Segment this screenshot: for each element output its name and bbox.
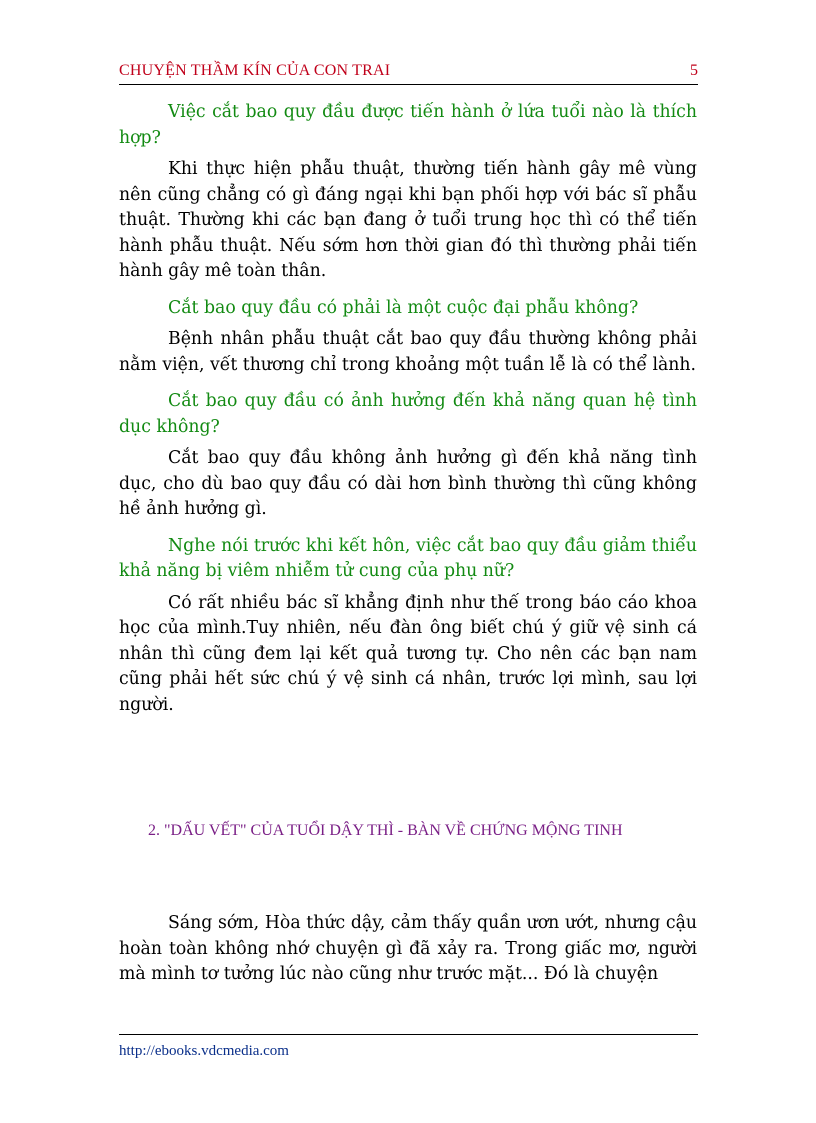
page-number: 5	[690, 62, 698, 79]
footer-link[interactable]: http://ebooks.vdcmedia.com	[119, 1043, 289, 1059]
answer-paragraph: Khi thực hiện phẫu thuật, thường tiến hành gây mê vùng nên cũng chẳng có gì đáng ngại khi bạn phối hợp với bác sĩ phẫu thuật. Thường khi các bạn đang ở tuổi trung học thì có thể tiến hành phẫu thuật. Nếu sớm hơn thời gian đó thì thường phải tiến hành gây mê toàn thân.	[119, 159, 697, 281]
main-content	[119, 100, 697, 718]
answer-paragraph: Cắt bao quy đầu không ảnh hưởng gì đến khả năng tình dục, cho dù bao quy đầu có dài hơn bình thường thì cũng không hề ảnh hưởng gì.	[119, 448, 697, 519]
question-paragraph: Nghe nói trước khi kết hôn, việc cắt bao quy đầu giảm thiểu khả năng bị viêm nhiễm tử cung của phụ nữ?	[119, 535, 697, 581]
question-paragraph: Việc cắt bao quy đầu được tiến hành ở lứa tuổi nào là thích hợp?	[119, 102, 697, 148]
answer-paragraph: Có rất nhiều bác sĩ khẳng định như thế trong báo cáo khoa học của mình.Tuy nhiên, nếu đàn ông biết chú ý giữ vệ sinh cá nhân thì cũng đem lại kết quả tương tự. Cho nên các bạn nam cũng phải hết sức chú ý vệ sinh cá nhân, trước lợi mình, sau lợi người.	[119, 592, 697, 715]
footer-divider	[119, 1034, 698, 1035]
answer-paragraph: Bệnh nhân phẫu thuật cắt bao quy đầu thường không phải nằm viện, vết thương chỉ trong khoảng một tuần lễ là có thể lành.	[119, 329, 697, 375]
section-heading: 2. "DẤU VẾT" CỦA TUỔI DẬY THÌ - BÀN VỀ CHỨNG MỘNG TINH	[148, 822, 623, 839]
question-paragraph: Cắt bao quy đầu có phải là một cuộc đại phẫu không?	[168, 297, 639, 318]
closing-section	[119, 911, 697, 988]
book-title: CHUYỆN THẦM KÍN CỦA CON TRAI	[119, 62, 391, 79]
page-header	[119, 62, 698, 85]
closing-paragraph: Sáng sớm, Hòa thức dậy, cảm thấy quần ươn ướt, nhưng cậu hoàn toàn không nhớ chuyện gì đã xảy ra. Trong giấc mơ, người mà mình tơ tưởng lúc nào cũng như trước mặt... Đó là chuyện	[119, 913, 697, 984]
question-paragraph: Cắt bao quy đầu có ảnh hưởng đến khả năng quan hệ tình dục không?	[119, 391, 697, 437]
